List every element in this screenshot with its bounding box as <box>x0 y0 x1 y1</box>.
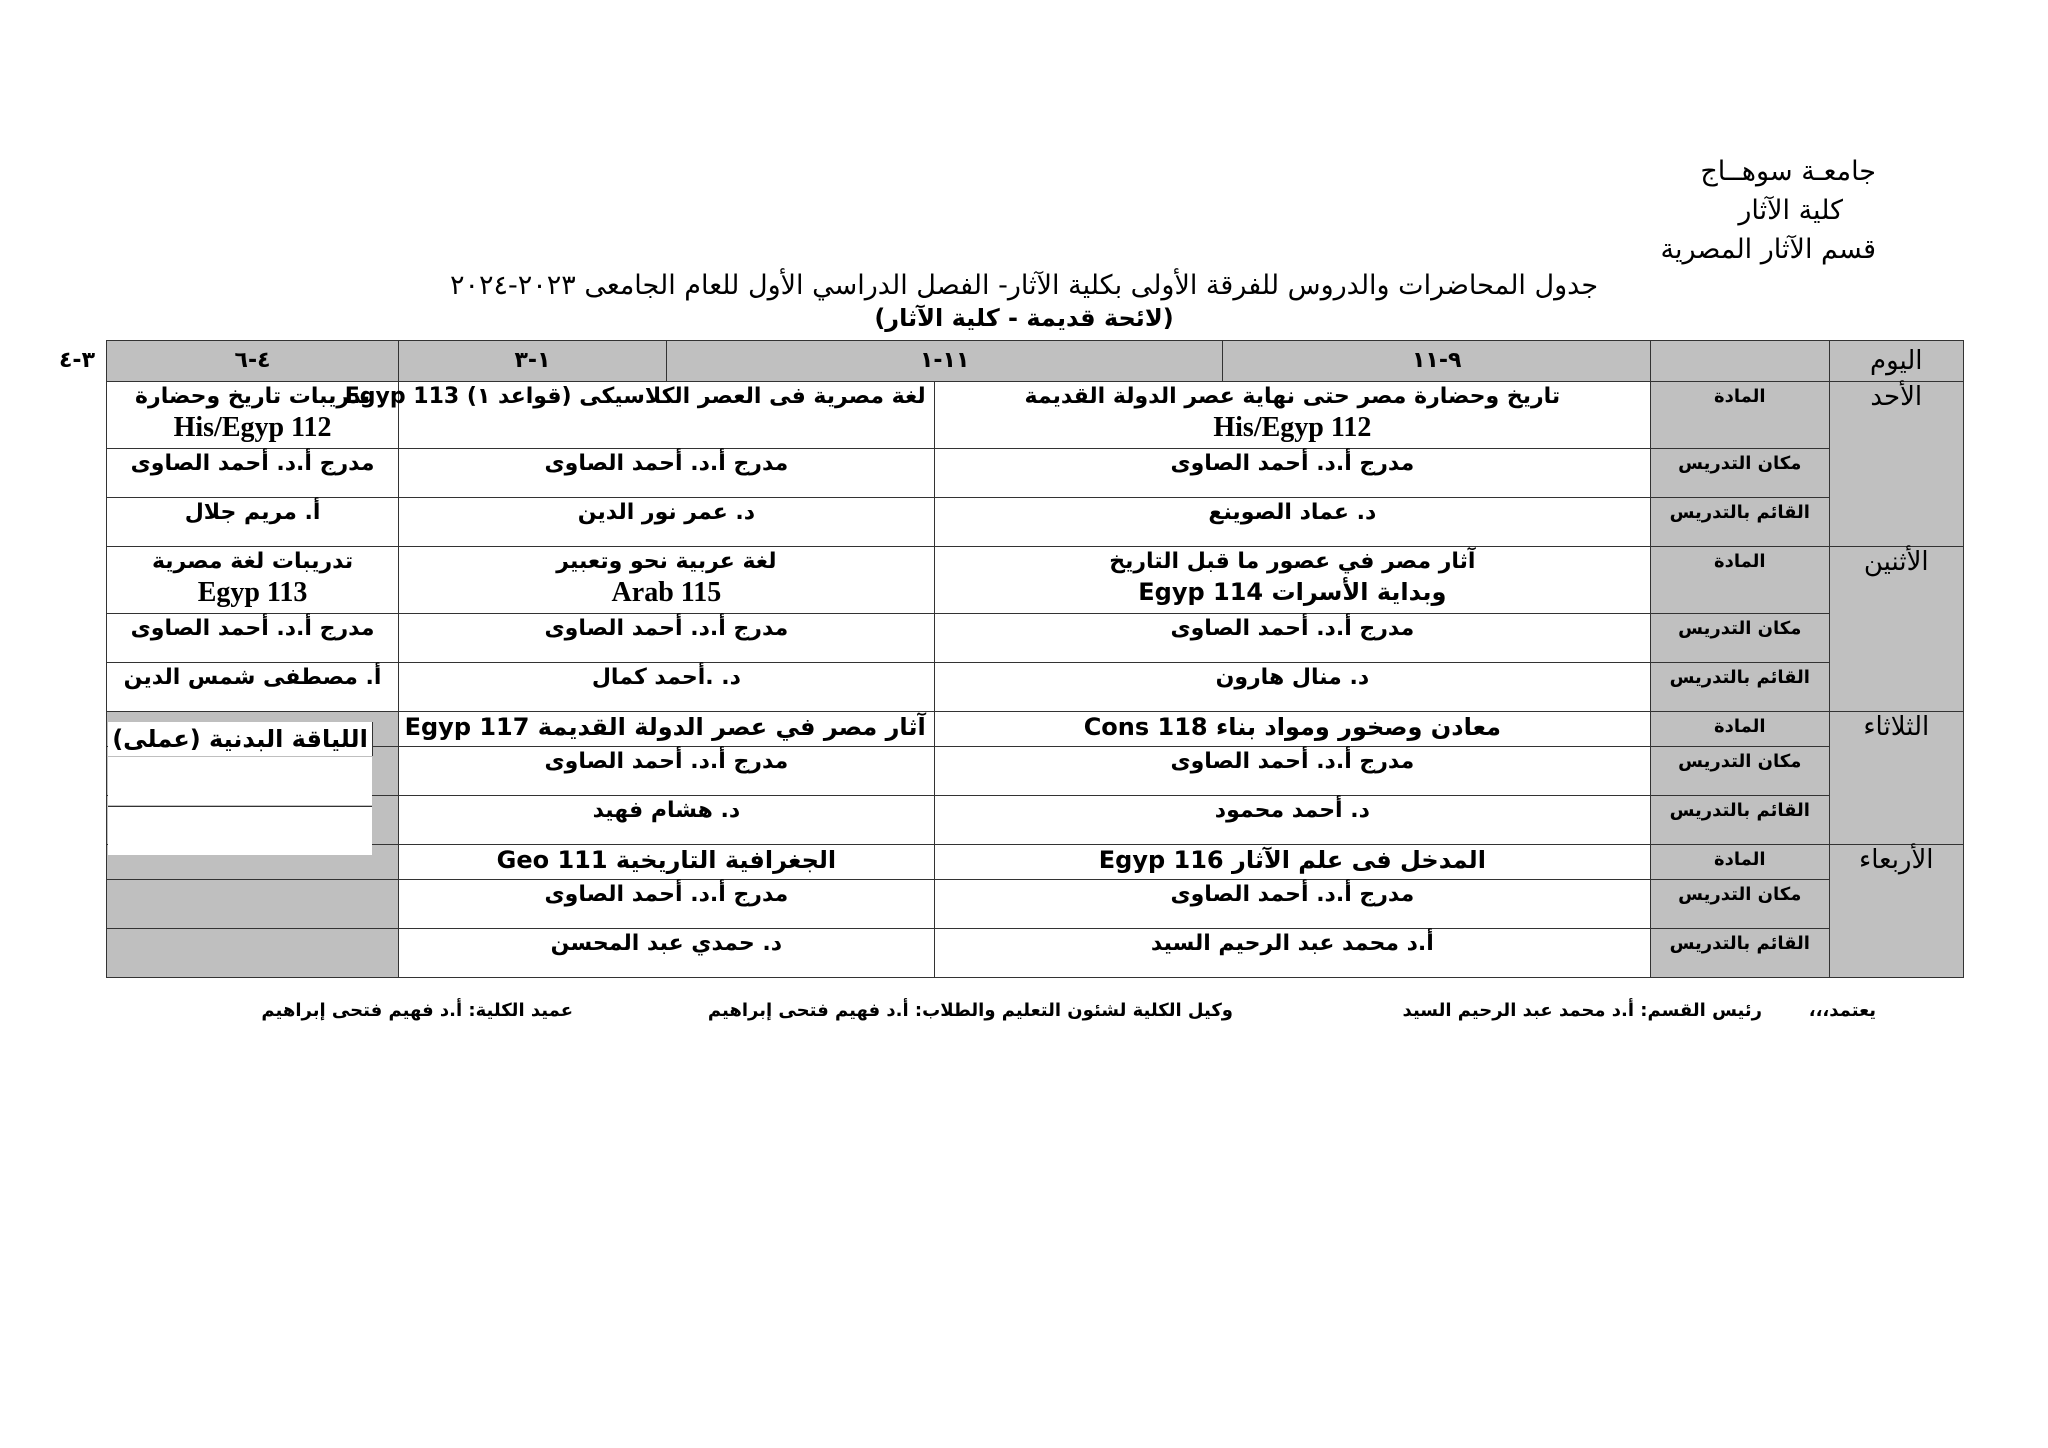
monday-c2-instructor: د. .أحمد كمال <box>399 663 935 712</box>
wednesday-c1-place: مدرج أ.د. أحمد الصاوى <box>934 880 1650 929</box>
header-slot-9-11: ٩-١١ <box>1223 341 1651 382</box>
subject-text: تاريخ وحضارة مصر حتى نهاية عصر الدولة القديمة <box>1024 384 1561 409</box>
sunday-c2-subject <box>344 382 935 449</box>
sunday-c1-instructor: د. عماد الصوينع <box>934 498 1650 547</box>
sunday-c3-instructor: أ. مريم جلال <box>107 498 399 547</box>
wednesday-instructor-row <box>107 929 1964 978</box>
label-place: مكان التدريس <box>1651 747 1830 796</box>
label-subject: المادة <box>1651 845 1830 880</box>
monday-c2-subject <box>399 547 935 614</box>
label-place: مكان التدريس <box>1651 880 1830 929</box>
subject-text: آثار مصر في عصور ما قبل التاريخ <box>1109 549 1476 574</box>
wednesday-place-row <box>107 880 1964 929</box>
page-subtitle: (لائحة قديمة - كلية الآثار) <box>874 304 1174 332</box>
header-slot-1-3: ١-٣ <box>399 341 667 382</box>
day-tuesday: الثلاثاء <box>1829 712 1963 845</box>
monday-c3-instructor: أ. مصطفى شمس الدين <box>107 663 399 712</box>
tuesday-instructor-row <box>107 796 1964 845</box>
subject-text: لغة عربية نحو وتعبير <box>556 549 777 574</box>
sunday-c2-instructor: د. عمر نور الدين <box>399 498 935 547</box>
course-code: Egyp 113 <box>197 577 308 608</box>
sunday-c1-place: مدرج أ.د. أحمد الصاوى <box>934 449 1650 498</box>
tuesday-c3-subject: اللياقة البدنية (عملى) <box>112 725 368 753</box>
monday-instructor-row <box>107 663 1964 712</box>
tuesday-pe-empty <box>108 806 372 855</box>
sunday-c3-place: مدرج أ.د. أحمد الصاوى <box>107 449 399 498</box>
monday-place-row <box>107 614 1964 663</box>
empty-cell <box>107 880 399 929</box>
footer-signatures <box>0 1000 2048 1034</box>
sunday-c1-subject <box>934 382 1650 449</box>
tuesday-pe-empty <box>108 757 372 805</box>
header-slot-4-6 <box>58 341 399 382</box>
label-instructor: القائم بالتدريس <box>1651 498 1830 547</box>
label-subject: المادة <box>1651 712 1830 747</box>
vice-dean: وكيل الكلية لشئون التعليم والطلاب: أ.د فهيم فتحى إبراهيم <box>707 1000 1233 1021</box>
header-slot-11-1: ١١-١ <box>666 341 1223 382</box>
tuesday-subject-row <box>107 712 1964 747</box>
label-instructor: القائم بالتدريس <box>1651 663 1830 712</box>
approve-label: يعتمد،،، <box>1808 1000 1876 1021</box>
course-code: His/Egyp 112 <box>1213 412 1372 443</box>
label-instructor: القائم بالتدريس <box>1651 796 1830 845</box>
wednesday-c2-instructor: د. حمدي عبد المحسن <box>399 929 935 978</box>
department-head: رئيس القسم: أ.د محمد عبد الرحيم السيد <box>1402 1000 1762 1021</box>
day-monday: الأثنين <box>1829 547 1963 712</box>
tuesday-c1-subject: معادن وصخور ومواد بناء Cons 118 <box>934 712 1650 747</box>
monday-c1-instructor: د. منال هارون <box>934 663 1650 712</box>
sunday-c3-subject <box>107 382 399 449</box>
monday-c2-place: مدرج أ.د. أحمد الصاوى <box>399 614 935 663</box>
label-subject: المادة <box>1651 382 1830 449</box>
tuesday-c2-instructor: د. هشام فهيد <box>399 796 935 845</box>
schedule-table <box>58 340 1964 978</box>
monday-c3-place: مدرج أ.د. أحمد الصاوى <box>107 614 399 663</box>
tuesday-c2-subject: آثار مصر في عصر الدولة القديمة Egyp 117 <box>399 712 935 747</box>
header-slot-4-6-label: ٤-٦ <box>234 348 271 373</box>
tuesday-c1-instructor: د. أحمد محمود <box>934 796 1650 845</box>
label-place: مكان التدريس <box>1651 449 1830 498</box>
subject-text: تدريبات تاريخ وحضارة <box>135 384 371 409</box>
sunday-place-row <box>107 449 1964 498</box>
label-place: مكان التدريس <box>1651 614 1830 663</box>
monday-subject-row <box>107 547 1964 614</box>
tuesday-pe-cell <box>108 722 373 756</box>
university-name: جامعـة سوهــاج <box>1700 156 1876 187</box>
wednesday-c1-instructor: أ.د محمد عبد الرحيم السيد <box>934 929 1650 978</box>
course-code: His/Egyp 112 <box>173 412 332 443</box>
sunday-subject-row <box>107 382 1964 449</box>
header-blank <box>1651 341 1830 382</box>
header-slot-3-4: ٣-٤ <box>58 348 95 373</box>
monday-c1-subject <box>934 547 1650 614</box>
sunday-instructor-row <box>107 498 1964 547</box>
header-day: اليوم <box>1829 341 1963 382</box>
monday-c1-place: مدرج أ.د. أحمد الصاوى <box>934 614 1650 663</box>
page-title: جدول المحاضرات والدروس للفرقة الأولى بكلية الآثار- الفصل الدراسي الأول للعام الجامعى ٢٠٢٣-٢٠٢٤ <box>449 270 1599 301</box>
faculty-name: كلية الآثار <box>1738 195 1843 226</box>
dean: عميد الكلية: أ.د فهيم فتحى إبراهيم <box>261 1000 573 1021</box>
tuesday-c2-place: مدرج أ.د. أحمد الصاوى <box>399 747 935 796</box>
monday-c3-subject <box>107 547 399 614</box>
wednesday-c2-subject: الجغرافية التاريخية Geo 111 <box>399 845 935 880</box>
subject-text-2: وبداية الأسرات Egyp 114 <box>1138 578 1447 606</box>
department-name: قسم الآثار المصرية <box>1660 234 1876 265</box>
label-subject: المادة <box>1651 547 1830 614</box>
wednesday-subject-row <box>107 845 1964 880</box>
tuesday-c1-place: مدرج أ.د. أحمد الصاوى <box>934 747 1650 796</box>
course-code: Arab 115 <box>611 577 722 608</box>
table-header-row <box>107 341 1964 382</box>
sunday-c2-place: مدرج أ.د. أحمد الصاوى <box>399 449 935 498</box>
label-instructor: القائم بالتدريس <box>1651 929 1830 978</box>
wednesday-c2-place: مدرج أ.د. أحمد الصاوى <box>399 880 935 929</box>
tuesday-place-row <box>107 747 1964 796</box>
empty-cell <box>107 929 399 978</box>
subject-text: تدريبات لغة مصرية <box>151 549 354 574</box>
wednesday-c1-subject: المدخل فى علم الآثار Egyp 116 <box>934 845 1650 880</box>
day-sunday: الأحد <box>1829 382 1963 547</box>
day-wednesday: الأربعاء <box>1829 845 1963 978</box>
subject-text: لغة مصرية فى العصر الكلاسيكى (قواعد ١) Egyp 113 <box>344 384 926 409</box>
